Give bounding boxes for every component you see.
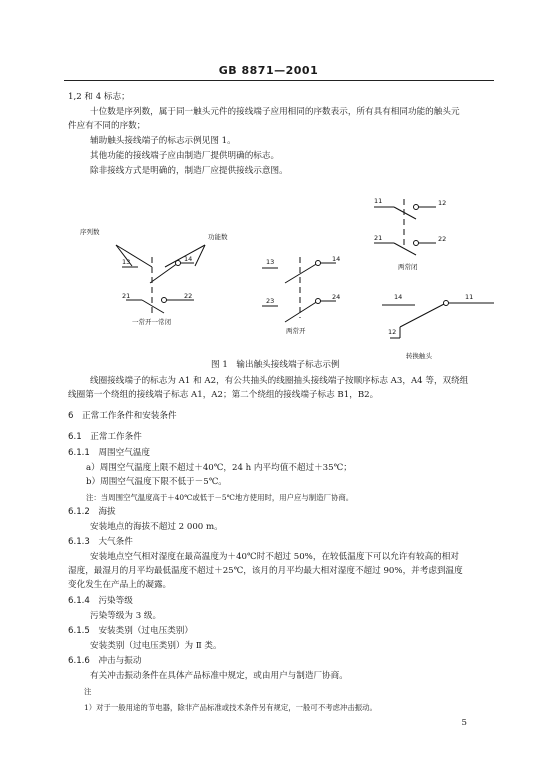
para-4: 其他功能的接线端子应由制造厂提供明确的标志。: [90, 151, 280, 161]
figure-caption: 图 1 输出触头接线端子标志示例: [211, 360, 340, 370]
note-label: 注: [84, 687, 92, 696]
section-6-title: 6 正常工作条件和安装条件: [68, 411, 177, 421]
terminal-24: 24: [332, 293, 341, 301]
atmosphere-line-2: 湿度，最湿月的月平均最低温度不超过＋25℃，该月的月平均最大相对湿度不超过 90%，并考虑到温度: [68, 566, 463, 576]
terminal-14: 14: [394, 293, 403, 301]
terminal-11: 11: [465, 293, 474, 301]
temperature-note: 注：当周围空气温度高于＋40℃或低于－5℃地方使用时，用户应与制造厂协商。: [86, 493, 354, 502]
install-category-text: 安装类别（过电压类别）为 Ⅱ 类。: [90, 641, 222, 651]
terminal-14: 14: [184, 255, 193, 263]
figure-1-diagrams: [0, 183, 537, 373]
para-1: 1,2 和 4 标志；: [68, 92, 130, 102]
terminal-14: 14: [332, 255, 341, 263]
para-5: 除非接线方式是明确的，制造厂应提供接线示意图。: [90, 166, 288, 176]
terminal-13: 13: [266, 258, 275, 266]
diagram-2-name: 两常开: [286, 327, 306, 335]
standard-code-header: GB 8871—2001: [218, 64, 319, 77]
section-6-1-5-title: 6.1.5 安装类别（过电压类别）: [68, 626, 193, 636]
page-number: 5: [461, 718, 467, 728]
header-rule: [64, 80, 494, 81]
pollution-text: 污染等级为 3 级。: [90, 611, 162, 621]
terminal-11: 11: [374, 197, 383, 205]
para-3: 辅助触头接线端子的标志示例见图 1。: [90, 136, 236, 146]
item-a: a）周围空气温度上限不超过＋40℃，24 h 内平均值不超过＋35℃；: [86, 463, 352, 473]
section-6-1-4-title: 6.1.4 污染等级: [68, 596, 133, 606]
atmosphere-line-1: 安装地点空气相对湿度在最高温度为＋40℃时不超过 50%，在较低温度下可以允许有较高的相对: [90, 552, 459, 562]
section-6-1-1-title: 6.1.1 周围空气温度: [68, 448, 151, 458]
section-6-1-2-title: 6.1.2 海拔: [68, 507, 116, 517]
label-sequence-number: 序列数: [80, 228, 100, 236]
terminal-22: 22: [438, 235, 447, 243]
terminal-23: 23: [266, 297, 275, 305]
terminal-22: 22: [184, 292, 193, 300]
footnote-1: 1）对于一般用途的节电器，除非产品标准或技术条件另有规定，一般可不考虑冲击振动。: [84, 703, 377, 712]
terminal-13: 13: [122, 258, 131, 266]
para-2: 十位数是序列数，属于同一触头元件的接线端子应用相同的序数表示，所有具有相同功能的触头元: [90, 107, 460, 117]
diagram-1-name: 一常开一常闭: [132, 318, 171, 326]
coil-para-line-1: 线圈接线端子的标志为 A1 和 A2，有公共抽头的线圈抽头接线端子按顺序标志 A3，A4 等，双绕组: [90, 376, 469, 386]
para-2-cont: 件应有不同的序数；: [68, 121, 146, 131]
item-b: b）周围空气温度下限不低于－5℃。: [86, 477, 227, 487]
terminal-21: 21: [374, 234, 383, 242]
altitude-text: 安装地点的海拔不超过 2 000 m。: [90, 522, 223, 532]
terminal-12: 12: [438, 199, 447, 207]
diagram-4-name: 转换触头: [406, 352, 432, 360]
terminal-12: 12: [388, 328, 397, 336]
label-function-number: 功能数: [208, 233, 228, 241]
terminal-21: 21: [122, 292, 131, 300]
section-6-1-title: 6.1 正常工作条件: [68, 432, 142, 442]
diagram-3-name: 两常闭: [398, 263, 418, 271]
coil-para-line-2: 线圈第一个绕组的接线端子标志 A1，A2；第二个绕组的接线端子标志 B1，B2。: [68, 390, 379, 400]
shock-text: 有关冲击振动条件在具体产品标准中规定，或由用户与制造厂协商。: [90, 671, 348, 681]
section-6-1-6-title: 6.1.6 冲击与振动: [68, 656, 142, 666]
atmosphere-line-3: 变化发生在产品上的凝露。: [68, 580, 172, 590]
section-6-1-3-title: 6.1.3 大气条件: [68, 537, 133, 547]
